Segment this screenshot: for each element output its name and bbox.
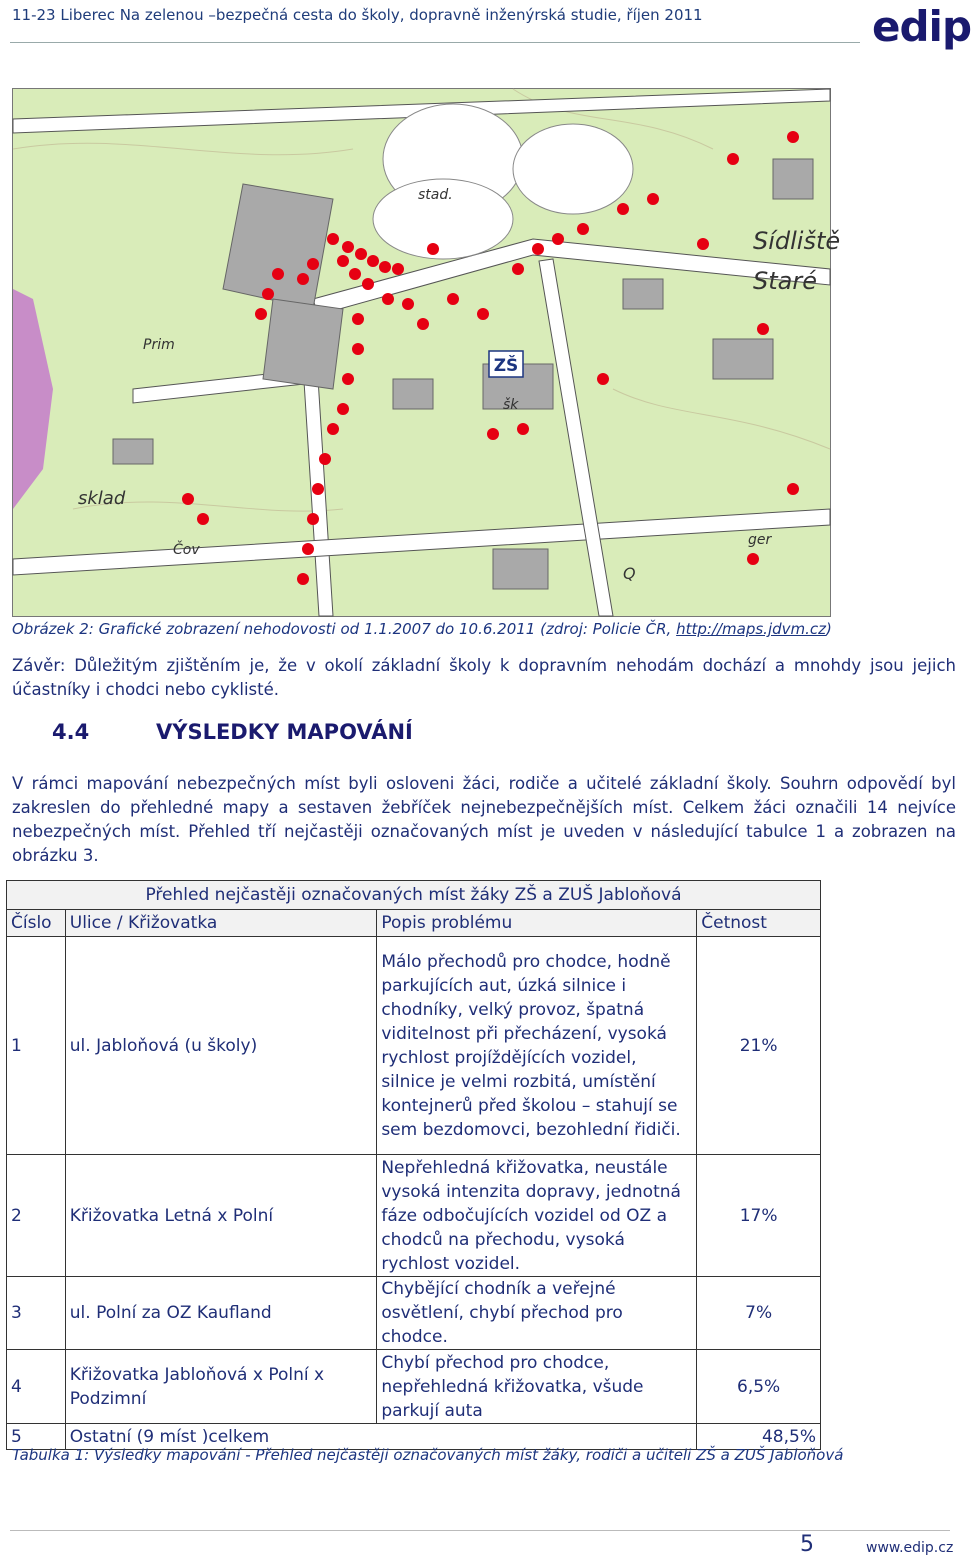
summary-number: 5 (7, 1424, 66, 1450)
summary-text: Ostatní (9 míst )celkem (65, 1424, 696, 1450)
row-street: Křižovatka Letná x Polní (65, 1155, 377, 1277)
header-description: Popis problému (377, 910, 697, 937)
section-heading (52, 720, 413, 744)
row-frequency: 7% (697, 1277, 821, 1350)
label-stare: Staré (753, 267, 817, 295)
figure-caption-close: ) (826, 620, 832, 638)
row-description: Málo přechodů pro chodce, hodně parkujících aut, úzká silnice i chodníky, velký provoz, špatná viditelnost při přecházení, vysoká rychlost projíždějících vozidel, silnice je velmi rozbitá, umístění kontejnerů před školou – stahují se sem bezdomovci, bezohlední řidiči. (377, 937, 697, 1155)
conclusion-text: Závěr: Důležitým zjištěním je, že v okolí základní školy k dopravním nehodám dochází a mnohdy jsou jejich účastníky i chodci nebo cyklisté. (12, 656, 956, 699)
row-description: Nepřehledná křižovatka, neustále vysoká intenzita dopravy, jednotná fáze odbočujících vozidel od OZ a chodců na přechodu, vysoká rychlost vozidel. (377, 1155, 697, 1277)
header-number: Číslo (7, 910, 66, 937)
table-caption-below: Tabulka 1: Výsledky mapování - Přehled nejčastěji označovaných míst žáky, rodiči a učiteli ZŠ a ZUŠ Jabloňová (12, 1446, 844, 1464)
summary-frequency: 48,5% (697, 1424, 821, 1450)
source-link[interactable]: http://maps.jdvm.cz (676, 620, 827, 638)
section-title: VÝSLEDKY MAPOVÁNÍ (156, 720, 413, 744)
table-caption: Přehled nejčastěji označovaných míst žáky ZŠ a ZUŠ Jabloňová (7, 881, 821, 910)
page-number: 5 (800, 1532, 814, 1557)
label-sk: šk (503, 397, 519, 413)
row-street: ul. Jabloňová (u školy) (65, 937, 377, 1155)
footer-divider (10, 1530, 950, 1531)
map-svg (13, 89, 841, 616)
table-row (7, 1350, 821, 1424)
row-frequency: 6,5% (697, 1350, 821, 1424)
label-cov: Čov (173, 542, 200, 558)
header-divider (10, 42, 860, 43)
row-street: ul. Polní za OZ Kaufland (65, 1277, 377, 1350)
row-number: 3 (7, 1277, 66, 1350)
table-header-row (7, 910, 821, 937)
section-body: V rámci mapování nebezpečných míst byli osloveni žáci, rodiče a učitelé základní školy. Souhrn odpovědí byl zakreslen do přehledné mapy a sestaven žebříček nejnebezpečnějších míst. Celkem žáci označili 14 nejvíce nebezpečných míst. Přehled tří nejčastěji označovaných míst je uveden v následující tabulce 1 a zobrazen na obrázku 3. (12, 774, 956, 865)
row-frequency: 21% (697, 937, 821, 1155)
label-sklad: sklad (78, 488, 126, 509)
school-label: ZŠ (493, 356, 519, 376)
results-table (6, 880, 821, 1450)
row-number: 1 (7, 937, 66, 1155)
edip-logo: edip (872, 2, 971, 51)
row-frequency: 17% (697, 1155, 821, 1277)
label-prim: Prim (143, 337, 175, 353)
table-row (7, 1277, 821, 1350)
label-stad: stad. (418, 187, 453, 203)
accident-map (12, 88, 841, 617)
header-frequency: Četnost (697, 910, 821, 937)
figure-caption (12, 620, 832, 638)
label-sidliste: Sídliště (753, 227, 841, 255)
figure-caption-text: Obrázek 2: Grafické zobrazení nehodovosti od 1.1.2007 do 10.6.2011 (zdroj: Policie ČR, (12, 620, 677, 638)
row-street: Křižovatka Jabloňová x Polní x Podzimní (65, 1350, 377, 1424)
page-header (0, 0, 971, 51)
row-number: 4 (7, 1350, 66, 1424)
label-ger: ger (748, 532, 772, 548)
header-street: Ulice / Křižovatka (65, 910, 377, 937)
row-description: Chybí přechod pro chodce, nepřehledná křižovatka, všude parkují auta (377, 1350, 697, 1424)
section-number: 4.4 (52, 720, 90, 744)
table-row (7, 1155, 821, 1277)
table-row (7, 937, 821, 1155)
label-q: Q (623, 564, 636, 583)
row-description: Chybějící chodník a veřejné osvětlení, chybí přechod pro chodce. (377, 1277, 697, 1350)
footer-url: www.edip.cz (866, 1540, 954, 1556)
row-number: 2 (7, 1155, 66, 1277)
header-title: 11-23 Liberec Na zelenou –bezpečná cesta do školy, dopravně inženýrská studie, říjen 2011 (12, 6, 703, 24)
